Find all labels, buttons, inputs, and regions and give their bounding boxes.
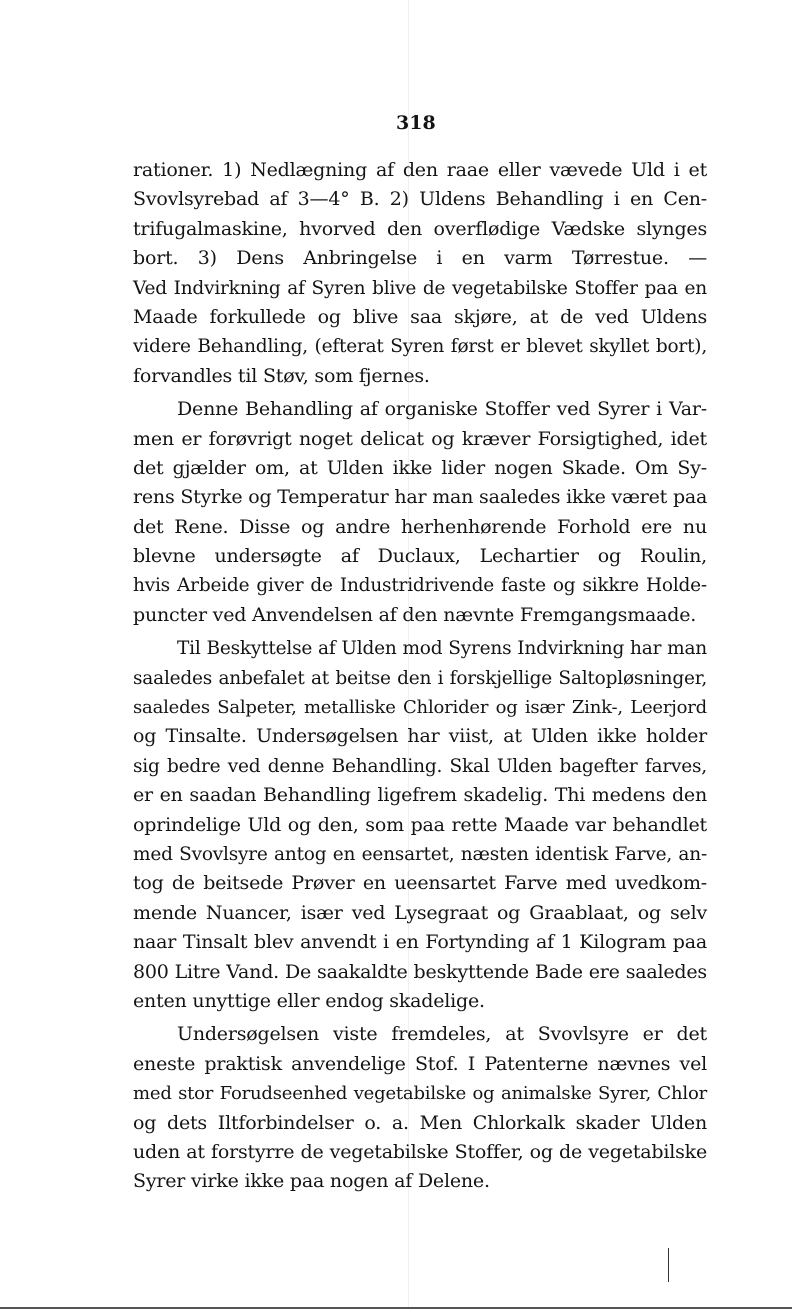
text-line: er en saadan Behandling ligefrem skadelig. Thi medens den [133,784,707,807]
text-line: trifugalmaskine, hvorved den overflødige Vædske slynges [133,217,707,240]
page-number: 318 [396,112,436,134]
text-line: Ved Indvirkning af Syren blive de vegetabilske Stoffer paa en [133,277,707,299]
text-line: Undersøgelsen viste fremdeles, at Svovlsyre er det [177,1023,707,1046]
text-line: sig bedre ved denne Behandling. Skal Ulden bagefter farves, [133,755,707,777]
text-line: og dets Iltforbindelser o. a. Men Chlorkalk skader Ulden [133,1111,707,1134]
text-line: rationer. 1) Nedlægning af den raae eller vævede Uld i et [133,159,707,181]
text-line: enten unyttige eller endog skadelige. [133,989,485,1012]
text-line: mende Nuancer, især ved Lysegraat og Graablaat, og selv [133,901,707,924]
text-line: Svovlsyrebad af 3—4° B. 2) Uldens Behandling i en Cen- [133,188,707,211]
text-line: det gjælder om, at Ulden ikke lider nogen Skade. Om Sy- [133,456,707,479]
paragraph [133,156,707,391]
text-line: men er forøvrigt noget delicat og kræver Forsigtighed, idet [133,427,707,450]
text-line: puncter ved Anvendelsen af den nævnte Fremgangsmaade. [133,603,697,626]
text-line: Maade forkullede og blive saa skjøre, at de ved Uldens [133,305,707,328]
text-line: bort. 3) Dens Anbringelse i en varm Tørrestue. — [133,247,707,270]
text-line: hvis Arbeide giver de Industridrivende faste og sikkre Holde- [133,575,707,597]
text-line: saaledes anbefalet at beitse den i forskjellige Saltopløsninger, [133,667,707,689]
text-line: Syrer virke ikke paa nogen af Delene. [133,1170,490,1193]
text-line: 800 Litre Vand. De saakaldte beskyttende Bade ere saaledes [133,960,707,983]
text-line: saaledes Salpeter, metalliske Chlorider og især Zink-, Leerjord [133,697,707,719]
text-line: det Rene. Disse og andre herhenhørende Forhold ere nu [133,515,707,538]
text-line: rens Styrke og Temperatur har man saaledes ikke været paa [133,486,708,509]
margin-mark [668,1248,669,1282]
paragraph [133,634,707,1016]
text-line: naar Tinsalt blev anvendt i en Fortynding af 1 Kilogram paa [133,931,707,954]
text-line: med stor Forudseenhed vegetabilske og animalske Syrer, Chlor [133,1083,707,1105]
text-line: tog de beitsede Prøver en ueensartet Farve med uvedkom- [133,872,707,895]
text-line: og Tinsalte. Undersøgelsen har viist, at Ulden ikke holder [133,725,707,748]
text-line: med Svovlsyre antog en eensartet, næsten identisk Farve, an- [133,843,707,865]
text-line: forvandles til Støv, som fjernes. [133,364,430,387]
text-line: Denne Behandling af organiske Stoffer ved Syrer i Var- [177,398,707,421]
paragraph [133,395,707,630]
text-line: blevne undersøgte af Duclaux, Lechartier og Roulin, [133,545,707,568]
text-line: oprindelige Uld og den, som paa rette Maade var behandlet [133,813,707,836]
text-line: Til Beskyttelse af Ulden mod Syrens Indvirkning har man [177,638,707,660]
text-line: uden at forstyrre de vegetabilske Stoffer, og de vegetabilske [133,1140,707,1163]
body-text [133,156,707,1201]
text-line: videre Behandling, (efterat Syren først er blevet skyllet bort), [133,336,707,358]
text-line: eneste praktisk anvendelige Stof. I Patenterne nævnes vel [133,1052,707,1075]
paragraph [133,1020,707,1196]
